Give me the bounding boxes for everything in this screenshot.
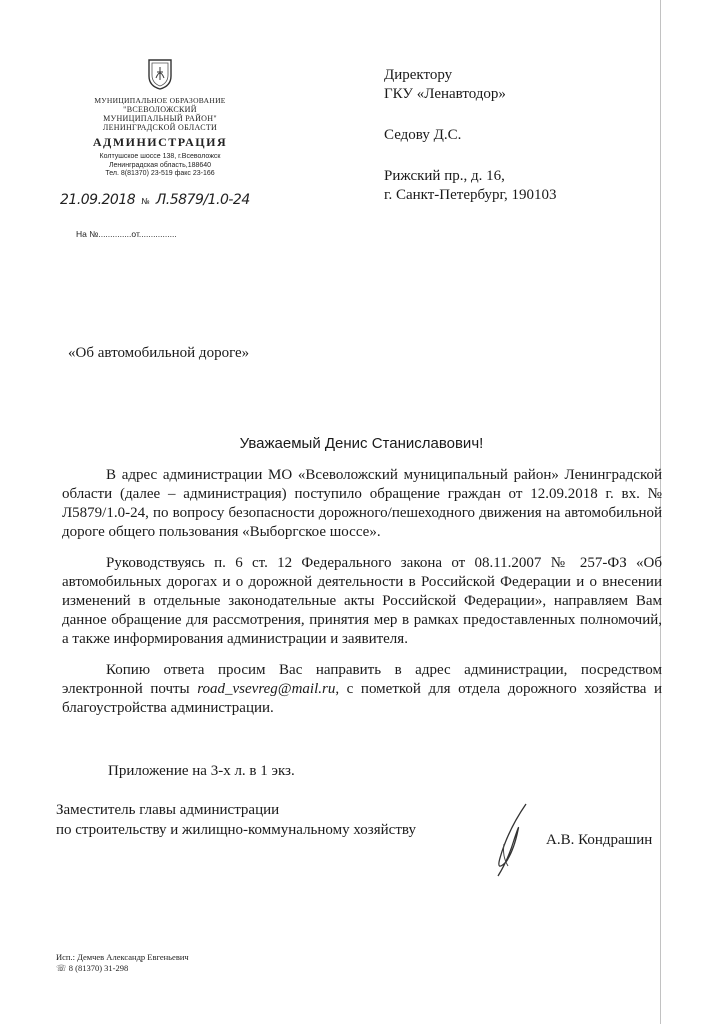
letterhead bbox=[60, 58, 260, 179]
signer-title-line-2: по строительству и жилищно-коммунальному хозяйству bbox=[56, 822, 416, 838]
body-paragraph-1: В адрес администрации МО «Всеволожский муниципальный район» Ленинградской области (далее – администрация) поступило обращение граждан от 12.09.2018 г. вх. № Л5879/1.0-24, по вопросу безопасности дорожного/пешеходного движения на автомобильной дороге общего пользования «Выборгское шоссе». bbox=[62, 467, 662, 540]
addressee-street: Рижский пр., д. 16, bbox=[384, 168, 505, 184]
outgoing-reference bbox=[60, 192, 280, 216]
signer-title-line-1: Заместитель главы администрации bbox=[56, 802, 280, 818]
executor-name: Исп.: Демчев Александр Евгеньевич bbox=[56, 952, 189, 962]
addressee-organization: ГКУ «Ленавтодор» bbox=[384, 86, 506, 102]
letter-subject: «Об автомобильной дороге» bbox=[68, 345, 250, 361]
letter-body bbox=[62, 466, 662, 730]
letterhead-title: АДМИНИСТРАЦИЯ bbox=[92, 135, 228, 149]
body-paragraph-3-end: , с пометкой для отдела дорожного хозяйства и благоустройства администрации. bbox=[62, 681, 662, 716]
handwritten-signature bbox=[478, 800, 538, 880]
greeting: Уважаемый Денис Станиславович! bbox=[239, 435, 484, 452]
incoming-reference: На №..............от................ bbox=[76, 229, 177, 239]
letterhead-line-2: "ВСЕВОЛОЖСКИЙ bbox=[123, 105, 197, 114]
email-link[interactable]: road_vsevreg@mail.ru bbox=[197, 681, 336, 697]
addressee-city: г. Санкт-Петербург, 190103 bbox=[384, 187, 557, 203]
body-paragraph-3-start: Копию ответа просим Вас направить в адрес администрации, посредством электронной почты bbox=[62, 662, 662, 697]
signer-title bbox=[56, 800, 416, 840]
addressee-name: Седову Д.С. bbox=[384, 127, 462, 143]
outgoing-no-label: № bbox=[141, 197, 150, 206]
addressee-position: Директору bbox=[384, 67, 453, 83]
body-paragraph-2: Руководствуясь п. 6 ст. 12 Федерального закона от 08.11.2007 № 257-ФЗ «Об автомобильных дорогах и о дорожной деятельности в Российской Федерации и о внесении изменений в отдельные законодательные акты Российской Федерации», направляем Вам данное обращение для рассмотрения, принятия мер в рамках предоставленных полномочий, а также информирования администрации и заявителя. bbox=[62, 555, 662, 647]
addressee-block bbox=[384, 66, 644, 205]
letterhead-address-2: Ленинградская область,188640 bbox=[108, 161, 212, 169]
executor-footer bbox=[56, 952, 189, 974]
letterhead-line-1: МУНИЦИПАЛЬНОЕ ОБРАЗОВАНИЕ bbox=[94, 96, 226, 105]
letterhead-line-3: МУНИЦИПАЛЬНЫЙ РАЙОН" bbox=[103, 114, 217, 123]
letterhead-address-1: Колтушское шоссе 138, г.Всеволожск bbox=[99, 153, 221, 160]
executor-phone: ☏ 8 (81370) 31-298 bbox=[56, 963, 129, 973]
letterhead-address-3: Тел. 8(81370) 23-519 факс 23-166 bbox=[105, 170, 215, 177]
outgoing-number: Л.5879/1.0-24 bbox=[155, 192, 250, 208]
body-paragraph-3 bbox=[62, 661, 662, 718]
letterhead-line-4: ЛЕНИНГРАДСКОЙ ОБЛАСТИ bbox=[102, 123, 218, 132]
attachment-note: Приложение на 3-х л. в 1 экз. bbox=[108, 763, 295, 779]
signer-name: А.В. Кондрашин bbox=[546, 832, 653, 848]
outgoing-date: 21.09.2018 bbox=[60, 192, 136, 208]
coat-of-arms-icon bbox=[147, 58, 173, 90]
